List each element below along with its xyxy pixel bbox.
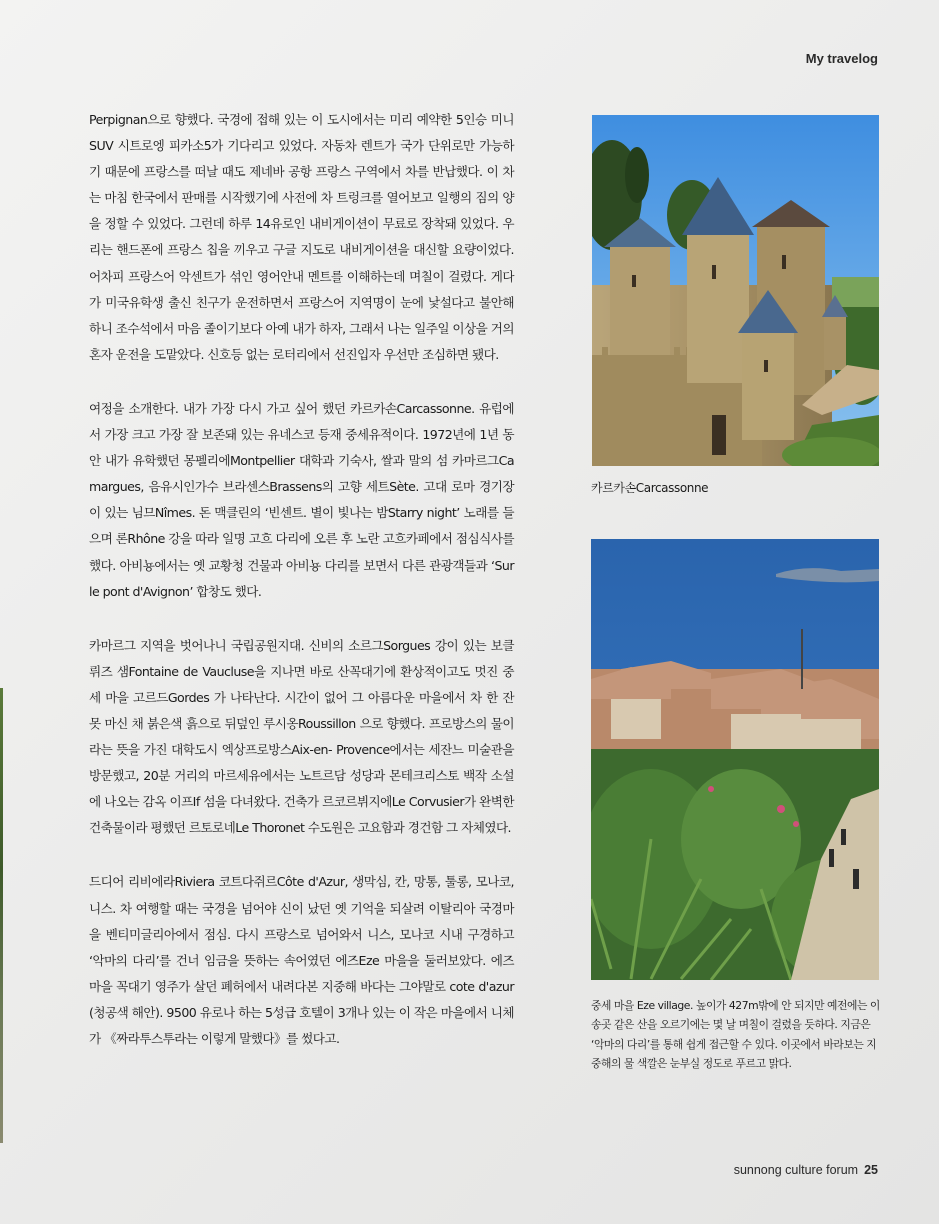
page-number: 25 bbox=[864, 1163, 878, 1177]
page-footer bbox=[734, 1163, 878, 1177]
paragraph: Perpignan으로 향했다. 국경에 접해 있는 이 도시에서는 미리 예약한 5인승 미니 SUV 시트로엥 피카소5가 기다리고 있었다. 자동차 렌트가 국가 단위로만 가능하기 때문에 프랑스를 떠날 때도 제네바 공항 프랑스 구역에서 차를 반납했다. 이 차는 마침 한국에서 판매를 시작했기에 사전에 차 트렁크를 열어보고 일행의 짐의 양을 정할 수 있었다. 그런데 하루 14유로인 내비게이션이 무료로 장착돼 있었다. 우리는 핸드폰에 프랑스 칩을 끼우고 구글 지도로 내비게이션을 대신할 요량이었다. 어차피 프랑스어 악센트가 섞인 영어안내 멘트를 이해하는데 며칠이 걸렸다. 게다가 미국유학생 출신 친구가 운전하면서 프랑스어 지역명이 눈에 낯설다고 불안해하니 조수석에서 마음 졸이기보다 아예 내가 하자, 그래서 나는 일주일 이상을 거의 혼자 운전을 도맡았다. 신호등 없는 로터리에서 선진입자 우선만 조심하면 됐다. bbox=[89, 112, 514, 362]
carcassonne-photo bbox=[592, 115, 879, 466]
eze-village-photo bbox=[591, 539, 879, 980]
publication-name: sunnong culture forum bbox=[733, 1163, 859, 1177]
section-label: My travelog bbox=[805, 51, 878, 66]
carcassonne-caption: 카르카손Carcassonne bbox=[591, 481, 709, 495]
paragraph: 카마르그 지역을 벗어나니 국립공원지대. 신비의 소르그Sorgues 강이 있는 보클뤼즈 샘Fontaine de Vaucluse을 지나면 바로 산꼭대기에 환상적이고도 멋진 중세 마을 고르드Gordes 가 나타난다. 시간이 없어 그 아름다운 마을에서 차 한 잔 못 마신 채 붉은색 흙으로 뒤덮인 루시옹Roussillon 으로 향했다. 프로방스의 물이라는 뜻을 가진 대학도시 엑상프로방스Aix-en- Provence에서는 세잔느 미술관을 방문했고, 20분 거리의 마르세유에서는 노트르담 성당과 몬테크리스토 백작 소설에 나오는 감옥 이프If 섬을 다녀왔다. 건축가 르코르뷔지에Le Corvusier가 완벽한 건축물이라 평했던 르토로네Le Thoronet 수도원은 고요함과 경건함 그 자체였다. bbox=[89, 637, 514, 836]
paragraph: 드디어 리비에라Riviera 코트다쥐르Côte d'Azur, 생막심, 칸, 망통, 툴롱, 모나코, 니스. 차 여행할 때는 국경을 넘어야 신이 났던 옛 기억을 되살려 이탈리아 국경마을 벤티미글리아에서 점심. 다시 프랑스로 넘어와서 니스, 모나코 시내 구경하고 ‘악마의 다리’를 건너 임금을 뜻하는 속어였던 에즈Eze 마을을 둘러보았다. 에즈 마을 꼭대기 영주가 살던 폐허에서 내려다본 지중해 바다는 그야말로 cote d'azur (청공색 해안). 9500 유로나 하는 5성급 호텔이 3개나 있는 이 작은 마을에서 니체가 《짜라투스투라는 이렇게 말했다》를 썼다고. bbox=[89, 874, 514, 1046]
paragraph: 여정을 소개한다. 내가 가장 다시 가고 싶어 했던 카르카손Carcassonne. 유럽에서 가장 크고 가장 잘 보존돼 있는 유네스코 등재 중세유적이다. 1972년에 1년 동안 내가 유학했던 몽펠리에Montpellier 대학과 기숙사, 쌀과 말의 섬 카마르그Camargues, 음유시인가수 브라센스Brassens의 고향 세트Sète. 고대 로마 경기장이 있는 님므Nîmes. 돈 맥클린의 ‘빈센트. 별이 빛나는 밤Starry night’ 노래를 들으며 론Rhône 강을 따라 일명 고흐 다리에 오른 후 노란 고흐카페에서 점심식사를 했다. 아비뇽에서는 옛 교황청 건물과 아비뇽 다리를 보면서 다른 관광객들과 ‘Sur le pont d'Avignon’ 합창도 했다. bbox=[89, 400, 514, 599]
adjacent-page-edge bbox=[0, 688, 3, 1143]
article-body bbox=[89, 107, 514, 1080]
eze-village-caption: 중세 마을 Eze village. 높이가 427m밖에 안 되지만 예전에는 이 송곳 같은 산을 오르기에는 몇 날 며칠이 걸렸을 듯하다. 지금은 ‘악마의 다리’를 통해 쉽게 접근할 수 있다. 이곳에서 바라보는 지중해의 물 색깔은 눈부실 정도로 푸르고 맑다. bbox=[591, 999, 880, 1071]
